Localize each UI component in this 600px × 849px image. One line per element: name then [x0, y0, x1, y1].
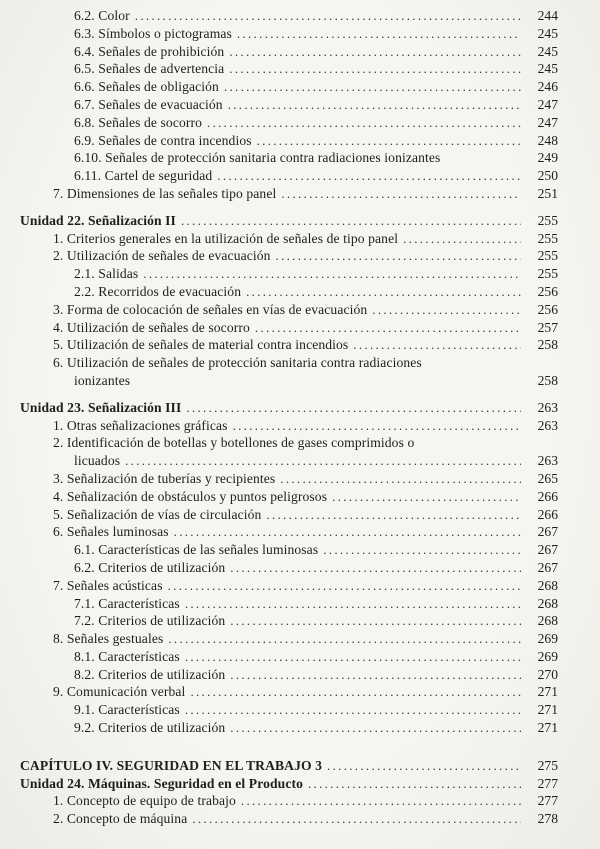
- toc-entry-text: 9.2. Criterios de utilización: [74, 720, 226, 736]
- dot-leader: [185, 648, 521, 666]
- page-number: 267: [537, 559, 558, 575]
- dot-leader: [230, 559, 521, 577]
- toc-row: [0, 523, 558, 541]
- toc-row: [0, 452, 558, 470]
- toc-row: [0, 666, 558, 684]
- page-number: 277: [537, 775, 558, 791]
- toc-entry-text: 6.11. Cartel de seguridad: [74, 168, 213, 184]
- toc-entry-text: 6.6. Señales de obligación: [74, 79, 219, 95]
- page-number: 275: [537, 757, 558, 773]
- toc-row: [0, 7, 558, 25]
- page-number: 255: [537, 266, 558, 282]
- toc-row: [0, 96, 558, 114]
- page-number: 246: [537, 79, 558, 95]
- page-number: 255: [537, 248, 558, 264]
- page-number: 256: [537, 283, 558, 299]
- page-number: 245: [537, 25, 558, 41]
- page-number: 267: [537, 524, 558, 540]
- dot-leader: [372, 301, 521, 319]
- toc-row: [0, 372, 558, 390]
- toc-entry-text: 6.7. Señales de evacuación: [74, 96, 223, 112]
- toc-entry-text: 5. Señalización de vías de circulación: [53, 506, 262, 522]
- page-number: 271: [537, 702, 558, 718]
- toc-entry-text: 1. Otras señalizaciones gráficas: [53, 417, 228, 433]
- toc-entry-text: 4. Señalización de obstáculos y puntos peligrosos: [53, 488, 328, 504]
- toc-entry-text: 6. Señales luminosas: [53, 524, 169, 540]
- dot-leader: [353, 336, 521, 354]
- dot-leader: [229, 43, 521, 61]
- dot-leader: [323, 541, 521, 559]
- toc-entry-text: 7.2. Criterios de utilización: [74, 613, 226, 629]
- page-number: 268: [537, 577, 558, 593]
- page-number: 277: [537, 793, 558, 809]
- page-number: 245: [537, 43, 558, 59]
- dot-leader: [281, 185, 521, 203]
- toc-row: [0, 648, 558, 666]
- toc-row: [0, 230, 558, 248]
- page-number: 245: [537, 61, 558, 77]
- toc-entry-text: 2.2. Recorridos de evacuación: [74, 283, 242, 299]
- toc-entry-text: 7.1. Características: [74, 595, 180, 611]
- dot-leader: [230, 612, 521, 630]
- toc-entry-text: 6.8. Señales de socorro: [74, 114, 203, 130]
- toc-row: [0, 283, 558, 301]
- dot-leader: [241, 792, 521, 810]
- dot-leader: [174, 523, 521, 541]
- toc-entry-text: 6.3. Símbolos o pictogramas: [74, 25, 232, 41]
- toc-entry-text: 3. Señalización de tuberías y recipientes: [53, 470, 276, 486]
- dot-leader: [332, 488, 521, 506]
- toc-row: [0, 775, 558, 793]
- page-number: 247: [537, 114, 558, 130]
- toc-row: [0, 265, 558, 283]
- dot-leader: [185, 701, 521, 719]
- toc-row: [0, 595, 558, 613]
- page-number: 263: [537, 417, 558, 433]
- toc-entry-text: 1. Criterios generales en la utilización de señales de tipo panel: [53, 230, 399, 246]
- toc-row: [0, 683, 558, 701]
- dot-leader: [257, 132, 521, 150]
- toc-entry-text: Unidad 22. Señalización II: [20, 212, 176, 228]
- toc-row: [0, 488, 558, 506]
- page-number: 258: [537, 372, 558, 388]
- toc-entry-text: 6. Utilización de señales de protección sanitaria contra radiaciones: [53, 355, 422, 371]
- toc-entry-text: 9.1. Características: [74, 702, 180, 718]
- toc-row: [0, 114, 558, 132]
- page-number: 271: [537, 720, 558, 736]
- page-number: 266: [537, 488, 558, 504]
- dot-leader: [186, 399, 521, 417]
- dot-leader: [192, 810, 521, 828]
- page-number: 268: [537, 613, 558, 629]
- page-number: 269: [537, 631, 558, 647]
- page-number: 247: [537, 96, 558, 112]
- toc-row: [0, 132, 558, 150]
- toc-entry-text: Unidad 23. Señalización III: [20, 399, 182, 415]
- toc-row: [0, 757, 558, 775]
- table-of-contents: [0, 7, 558, 828]
- toc-row: [0, 417, 558, 435]
- page-number: 269: [537, 648, 558, 664]
- toc-row: [0, 630, 558, 648]
- dot-leader: [125, 452, 521, 470]
- dot-leader: [168, 630, 521, 648]
- page-number: 271: [537, 684, 558, 700]
- dot-leader: [230, 666, 521, 684]
- toc-row: [0, 559, 558, 577]
- page-number: 255: [537, 212, 558, 228]
- page-number: 268: [537, 595, 558, 611]
- dot-leader: [255, 319, 521, 337]
- dot-leader: [181, 212, 521, 230]
- page-number: 251: [537, 185, 558, 201]
- page-number: 255: [537, 230, 558, 246]
- dot-leader: [403, 230, 521, 248]
- toc-row: [0, 354, 558, 372]
- page-number: 270: [537, 666, 558, 682]
- toc-entry-text: 7. Dimensiones de las señales tipo panel: [53, 185, 277, 201]
- toc-entry-text: 6.5. Señales de advertencia: [74, 61, 225, 77]
- toc-row: [0, 149, 558, 167]
- toc-row: [0, 319, 558, 337]
- toc-row: [0, 434, 558, 452]
- toc-entry-text: 6.9. Señales de contra incendios: [74, 132, 252, 148]
- toc-entry-text: 6.2. Color: [74, 8, 130, 23]
- toc-entry-text: 6.2. Criterios de utilización: [74, 559, 226, 575]
- dot-leader: [168, 577, 521, 595]
- page-number: 266: [537, 506, 558, 522]
- page-number: 267: [537, 542, 558, 558]
- toc-entry-text: 2.1. Salidas: [74, 266, 139, 282]
- toc-entry-text: 9. Comunicación verbal: [53, 684, 186, 700]
- page-number: 263: [537, 453, 558, 469]
- dot-leader: [135, 7, 521, 25]
- dot-leader: [224, 78, 521, 96]
- toc-entry-text: licuados: [74, 453, 121, 469]
- toc-row: [0, 43, 558, 61]
- page-number: 265: [537, 470, 558, 486]
- toc-entry-text: 2. Concepto de máquina: [53, 811, 188, 827]
- toc-entry-text: 2. Utilización de señales de evacuación: [53, 248, 271, 264]
- toc-row: [0, 701, 558, 719]
- dot-leader: [229, 60, 521, 78]
- toc-entry-text: 2. Identificación de botellas y botellones de gases comprimidos o: [53, 435, 415, 451]
- toc-row: [0, 212, 558, 230]
- toc-row: [0, 167, 558, 185]
- dot-leader: [308, 775, 521, 793]
- dot-leader: [327, 757, 521, 775]
- toc-row: [0, 810, 558, 828]
- toc-entry-text: 8.2. Criterios de utilización: [74, 666, 226, 682]
- page-number: 278: [537, 811, 558, 827]
- toc-entry-text: 3. Forma de colocación de señales en vías de evacuación: [53, 301, 368, 317]
- toc-row: [0, 470, 558, 488]
- page-number: 250: [537, 168, 558, 184]
- toc-entry-text: 4. Utilización de señales de socorro: [53, 319, 250, 335]
- toc-row: [0, 336, 558, 354]
- toc-entry-text: 8. Señales gestuales: [53, 631, 164, 647]
- dot-leader: [246, 283, 521, 301]
- dot-leader: [228, 96, 521, 114]
- page-number: 249: [537, 150, 558, 166]
- dot-leader: [217, 167, 521, 185]
- toc-row: [0, 399, 558, 417]
- toc-row: [0, 612, 558, 630]
- toc-entry-text: ionizantes: [74, 372, 131, 388]
- dot-leader: [185, 595, 521, 613]
- toc-entry-text: CAPÍTULO IV. SEGURIDAD EN EL TRABAJO 3: [20, 757, 323, 773]
- toc-entry-text: 1. Concepto de equipo de trabajo: [53, 793, 236, 809]
- toc-row: [0, 78, 558, 96]
- dot-leader: [230, 719, 521, 737]
- toc-row: [0, 60, 558, 78]
- page-number: 257: [537, 319, 558, 335]
- dot-leader: [207, 114, 521, 132]
- dot-leader: [280, 470, 521, 488]
- page-number: 256: [537, 301, 558, 317]
- toc-row: [0, 301, 558, 319]
- toc-entry-text: 6.1. Características de las señales luminosas: [74, 542, 319, 558]
- toc-row: [0, 25, 558, 43]
- toc-entry-text: 5. Utilización de señales de material contra incendios: [53, 337, 349, 353]
- toc-row: [0, 541, 558, 559]
- toc-row: [0, 506, 558, 524]
- page-number: 248: [537, 132, 558, 148]
- toc-row: [0, 719, 558, 737]
- toc-row: [0, 577, 558, 595]
- toc-entry-text: 6.4. Señales de prohibición: [74, 43, 225, 59]
- dot-leader: [276, 247, 521, 265]
- toc-entry-text: 8.1. Características: [74, 648, 180, 664]
- toc-row: [0, 792, 558, 810]
- toc-entry-text: 6.10. Señales de protección sanitaria contra radiaciones ionizantes: [74, 150, 441, 166]
- dot-leader: [237, 25, 521, 43]
- page-number: 258: [537, 337, 558, 353]
- toc-entry-text: 7. Señales acústicas: [53, 577, 163, 593]
- dot-leader: [143, 265, 521, 283]
- dot-leader: [266, 506, 521, 524]
- toc-entry-text: Unidad 24. Máquinas. Seguridad en el Producto: [20, 775, 303, 791]
- toc-row: [0, 185, 558, 203]
- toc-row: [0, 247, 558, 265]
- dot-leader: [190, 683, 521, 701]
- page-number: 244: [537, 8, 558, 23]
- page-number: 263: [537, 399, 558, 415]
- dot-leader: [233, 417, 521, 435]
